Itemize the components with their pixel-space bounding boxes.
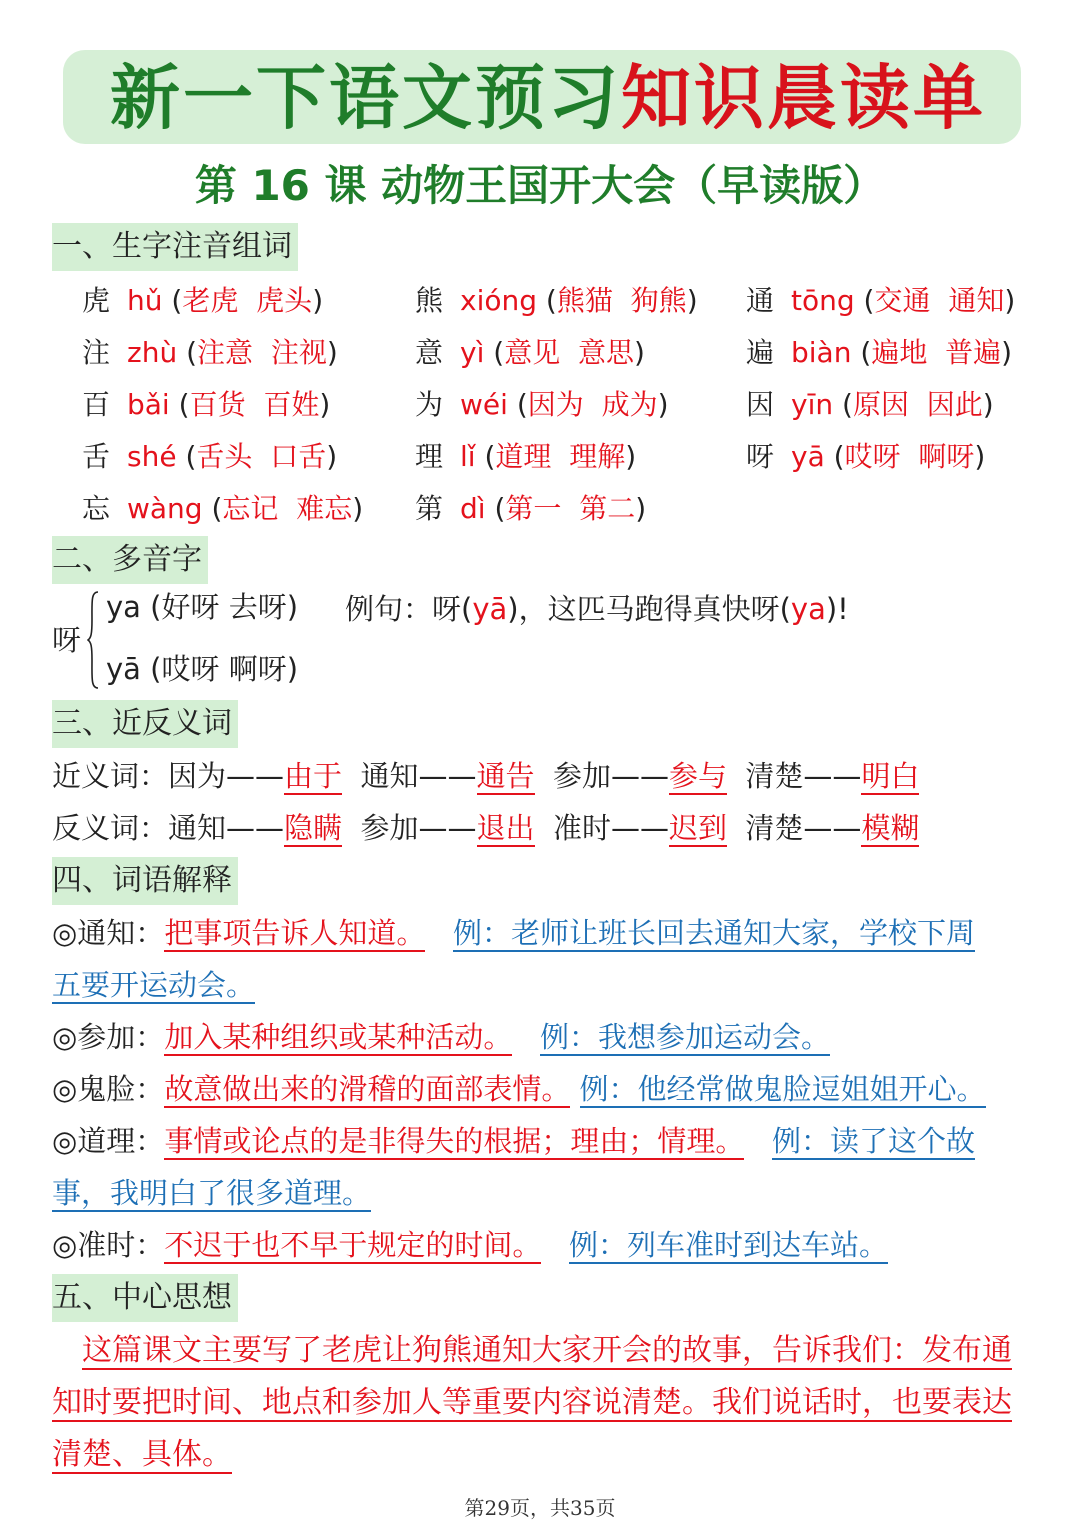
word-gap <box>901 440 919 473</box>
page-number: 第29页，共35页 <box>464 1496 616 1520</box>
vocab-word: 虎头 <box>256 284 313 317</box>
paren-close: ) <box>635 492 647 525</box>
section-heading-definitions: 四、词语解释 <box>52 857 238 905</box>
vocab-entry <box>415 385 669 425</box>
vocab-word: 舌头 <box>196 440 253 473</box>
paren-open: ( <box>493 336 505 369</box>
section-heading-synonyms: 三、近反义词 <box>52 700 238 748</box>
word-gap <box>931 284 949 317</box>
vocab-char: 注 <box>82 336 111 369</box>
vocab-entry <box>746 385 994 425</box>
vocab-pinyin: tōng <box>791 284 855 317</box>
paren-close: ) <box>634 336 645 369</box>
word-gap <box>909 388 927 421</box>
polyphone-char: 呀 <box>52 623 82 657</box>
vocab-word: 第一 <box>505 492 562 525</box>
vocab-word: 难忘 <box>296 492 353 525</box>
vocab-entry <box>415 489 646 529</box>
definition-text: 不迟于也不早于规定的时间。 <box>164 1228 542 1262</box>
vocab-word: 因此 <box>926 388 983 421</box>
definition-term: ◎通知： <box>52 916 165 950</box>
paren-close: ) <box>657 388 669 421</box>
definition-example: 五要开运动会。 <box>52 968 256 1002</box>
vocab-word: 因为 <box>527 388 584 421</box>
definition-term: ◎鬼脸： <box>52 1072 165 1106</box>
word-gap <box>584 388 602 421</box>
polyphone-pinyin-1: ya <box>106 590 141 624</box>
paren-close: ) <box>625 440 637 473</box>
paren-close: ) <box>319 388 331 421</box>
definition-example: 例：老师让班长回去通知大家，学校下周 <box>452 916 975 950</box>
vocab-word: 通知 <box>948 284 1005 317</box>
paren-close: ) <box>686 284 698 317</box>
vocab-char: 呀 <box>746 440 775 473</box>
definition-example: 例：读了这个故 <box>771 1124 975 1158</box>
polyphone-reading-2 <box>106 649 298 689</box>
vocab-pinyin: zhù <box>127 336 178 369</box>
word-gap <box>613 284 631 317</box>
word-gap <box>246 388 264 421</box>
word-gap <box>551 440 569 473</box>
vocab-word: 熊猫 <box>556 284 613 317</box>
vocab-word: 意思 <box>578 336 635 369</box>
paren-open: ( <box>178 388 190 421</box>
vocab-word: 道理 <box>495 440 552 473</box>
lesson-subtitle: 第 16 课 动物王国开大会（早读版） <box>194 161 886 210</box>
vocab-pinyin: yì <box>460 336 485 369</box>
paren-close: ) <box>1004 284 1016 317</box>
definition-example: 例：他经常做鬼脸逗姐姐开心。 <box>579 1072 986 1106</box>
vocab-word: 遍地 <box>871 336 928 369</box>
vocab-word: 普遍 <box>945 336 1002 369</box>
paren-open: ( <box>171 284 183 317</box>
vocab-word: 注意 <box>197 336 254 369</box>
vocab-word: 百姓 <box>263 388 320 421</box>
definition-term: ◎准时： <box>52 1228 165 1262</box>
vocab-char: 第 <box>415 492 444 525</box>
word-gap <box>561 492 579 525</box>
polyphone-pinyin-2: yā <box>106 652 141 686</box>
section-heading-characters: 一、生字注音组词 <box>52 223 298 271</box>
paren-open: ( <box>494 492 506 525</box>
vocab-entry <box>415 333 645 373</box>
definition-text: 把事项告诉人知道。 <box>164 916 426 950</box>
synonym-label: 近义词： <box>52 759 169 793</box>
paren-open: ( <box>863 284 875 317</box>
definition-entry <box>52 1225 888 1265</box>
example-end: )! <box>825 592 849 626</box>
paren-close: ) <box>326 440 338 473</box>
vocab-entry <box>415 281 698 321</box>
synonym-word: 通知—— <box>360 759 477 793</box>
vocab-pinyin: biàn <box>791 336 852 369</box>
vocab-entry <box>82 437 337 477</box>
title-part-red: 知识晨读单 <box>621 56 986 139</box>
vocab-pinyin: wéi <box>460 388 508 421</box>
antonym-word: 清楚—— <box>745 811 862 845</box>
paren-open: ( <box>186 336 198 369</box>
antonym-answer: 退出 <box>476 811 535 845</box>
vocab-word: 原因 <box>852 388 909 421</box>
vocab-pinyin: lǐ <box>460 440 476 473</box>
synonym-word: 参加—— <box>552 759 669 793</box>
word-gap <box>253 336 271 369</box>
main-idea-paragraph <box>52 1325 1032 1481</box>
vocab-word: 啊呀 <box>918 440 975 473</box>
example-pinyin-1: yā <box>472 592 508 626</box>
antonym-answer: 迟到 <box>668 811 727 845</box>
definition-text: 事情或论点的是非得失的根据；理由；情理。 <box>164 1124 745 1158</box>
vocab-word: 意见 <box>504 336 561 369</box>
definition-example: 例：我想参加运动会。 <box>539 1020 830 1054</box>
definition-entry-cont <box>52 965 255 1005</box>
vocab-word: 交通 <box>874 284 931 317</box>
vocab-pinyin: shé <box>127 440 177 473</box>
definition-text: 故意做出来的滑稽的面部表情。 <box>164 1072 571 1106</box>
vocab-pinyin: bǎi <box>127 388 170 421</box>
vocab-entry <box>82 333 338 373</box>
synonym-word: 清楚—— <box>745 759 862 793</box>
vocab-entry <box>746 437 985 477</box>
vocab-word: 口舌 <box>270 440 327 473</box>
main-idea-line: 清楚、具体。 <box>52 1437 232 1472</box>
synonym-word: 因为—— <box>168 759 285 793</box>
word-gap <box>238 284 256 317</box>
antonym-word: 通知—— <box>168 811 285 845</box>
main-idea-line: 知时要把时间、地点和参加人等重要内容说清楚。我们说话时，也要表达 <box>52 1385 1012 1420</box>
vocab-word: 百货 <box>189 388 246 421</box>
vocab-pinyin: yīn <box>791 388 834 421</box>
vocab-char: 因 <box>746 388 775 421</box>
vocab-word: 忘记 <box>222 492 279 525</box>
vocab-pinyin: yā <box>791 440 825 473</box>
section-heading-main-idea: 五、中心思想 <box>52 1274 238 1322</box>
page-title <box>110 58 986 138</box>
antonym-row <box>52 808 919 848</box>
polyphone-words-2: (哎呀 啊呀) <box>150 652 299 686</box>
vocab-char: 意 <box>415 336 444 369</box>
vocab-entry <box>746 333 1012 373</box>
synonym-row <box>52 756 919 796</box>
word-gap <box>252 440 270 473</box>
definition-term: ◎参加： <box>52 1020 165 1054</box>
vocab-entry <box>82 489 363 529</box>
vocab-word: 理解 <box>569 440 626 473</box>
synonym-answer: 明白 <box>861 759 920 793</box>
paren-open: ( <box>842 388 853 421</box>
paren-close: ) <box>312 284 324 317</box>
definition-term: ◎道理： <box>52 1124 165 1158</box>
vocab-word: 老虎 <box>182 284 239 317</box>
paren-close: ) <box>352 492 364 525</box>
synonym-answer: 参与 <box>668 759 727 793</box>
paren-open: ( <box>484 440 496 473</box>
word-gap <box>278 492 296 525</box>
vocab-char: 理 <box>415 440 444 473</box>
paren-close: ) <box>1001 336 1013 369</box>
paren-open: ( <box>860 336 872 369</box>
vocab-entry <box>82 281 323 321</box>
definition-entry <box>52 913 975 953</box>
example-pinyin-2: ya <box>790 592 826 626</box>
brace-icon <box>87 590 99 690</box>
definition-entry <box>52 1121 975 1161</box>
definition-entry <box>52 1017 830 1057</box>
synonym-answer: 通告 <box>476 759 535 793</box>
definition-entry <box>52 1069 986 1109</box>
paren-open: ( <box>545 284 557 317</box>
paren-open: ( <box>185 440 197 473</box>
word-gap <box>560 336 578 369</box>
vocab-word: 第二 <box>579 492 636 525</box>
word-gap <box>927 336 945 369</box>
definition-example: 例：列车准时到达车站。 <box>568 1228 888 1262</box>
vocab-word: 哎呀 <box>844 440 901 473</box>
vocab-char: 为 <box>415 388 444 421</box>
vocab-pinyin: xióng <box>460 284 537 317</box>
paren-open: ( <box>516 388 528 421</box>
vocab-char: 虎 <box>82 284 111 317</box>
section-heading-polyphone: 二、多音字 <box>52 536 208 584</box>
polyphone-example <box>345 589 849 629</box>
polyphone-reading-1 <box>106 587 298 627</box>
vocab-char: 遍 <box>746 336 775 369</box>
vocab-char: 熊 <box>415 284 444 317</box>
antonym-answer: 模糊 <box>861 811 920 845</box>
vocab-char: 百 <box>82 388 111 421</box>
paren-open: ( <box>833 440 845 473</box>
paren-close: ) <box>982 388 994 421</box>
vocab-word: 成为 <box>601 388 658 421</box>
vocab-entry <box>415 437 636 477</box>
vocab-pinyin: dì <box>460 492 486 525</box>
example-label: 例句：呀( <box>345 592 473 626</box>
vocab-char: 通 <box>746 284 775 317</box>
paren-close: ) <box>974 440 986 473</box>
antonym-word: 参加—— <box>360 811 477 845</box>
paren-open: ( <box>211 492 223 525</box>
vocab-pinyin: wàng <box>127 492 203 525</box>
example-text: )，这匹马跑得真快呀( <box>507 592 791 626</box>
vocab-word: 注视 <box>270 336 327 369</box>
vocab-entry <box>82 385 330 425</box>
definition-text: 加入某种组织或某种活动。 <box>164 1020 513 1054</box>
main-idea-line: 这篇课文主要写了老虎让狗熊通知大家开会的故事，告诉我们：发布通 <box>82 1333 1012 1368</box>
antonym-answer: 隐瞒 <box>284 811 343 845</box>
vocab-char: 舌 <box>82 440 111 473</box>
title-part-green: 新一下语文预习 <box>110 56 621 139</box>
definition-entry-cont <box>52 1173 371 1213</box>
antonym-word: 准时—— <box>552 811 669 845</box>
vocab-word: 狗熊 <box>630 284 687 317</box>
vocab-pinyin: hǔ <box>127 284 163 317</box>
antonym-label: 反义词： <box>52 811 169 845</box>
polyphone-words-1: (好呀 去呀) <box>150 590 299 624</box>
definition-example: 事，我明白了很多道理。 <box>52 1176 372 1210</box>
vocab-entry <box>746 281 1015 321</box>
paren-close: ) <box>326 336 338 369</box>
synonym-answer: 由于 <box>284 759 343 793</box>
vocab-char: 忘 <box>82 492 111 525</box>
